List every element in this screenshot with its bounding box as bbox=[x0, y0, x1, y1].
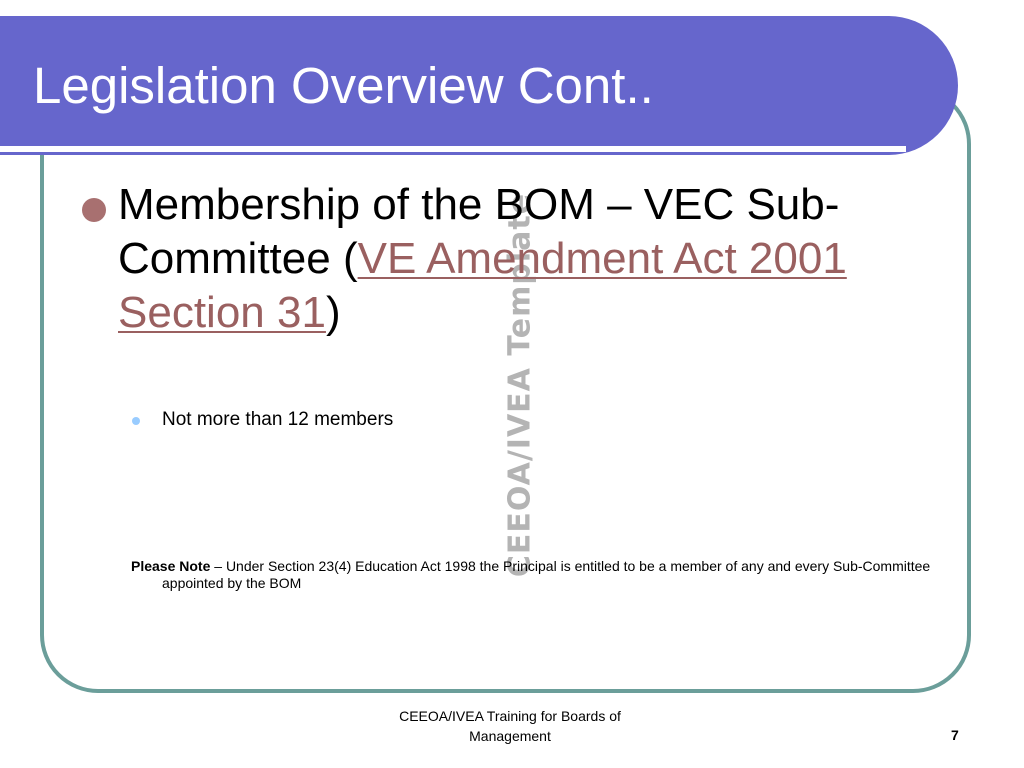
watermark: CEEOA/IVEA Template bbox=[502, 192, 538, 578]
bullet-main-text-after: ) bbox=[325, 288, 341, 337]
title-bar bbox=[0, 16, 958, 155]
page-number: 7 bbox=[951, 727, 959, 743]
title-underline bbox=[0, 146, 906, 152]
bullet-main-text bbox=[118, 178, 878, 340]
please-note-label: Please Note bbox=[131, 558, 211, 574]
bullet-sub-icon bbox=[132, 417, 140, 425]
bullet-main-text-before: Membership of the BOM – VEC Sub-Committee ( bbox=[118, 180, 840, 283]
bullet-main-icon bbox=[82, 198, 106, 222]
footer-text: CEEOA/IVEA Training for Boards of Management bbox=[399, 708, 621, 744]
please-note-text: – Under Section 23(4) Education Act 1998 the Principal is entitled to be a member of any and every Sub-Committee appointed by the BOM bbox=[162, 558, 931, 591]
please-note bbox=[131, 558, 961, 592]
legislation-link[interactable]: VE Amendment Act 2001 Section 31 bbox=[118, 234, 847, 337]
slide-title: Legislation Overview Cont.. bbox=[33, 57, 654, 114]
sub-bullet-text: Not more than 12 members bbox=[162, 409, 394, 430]
